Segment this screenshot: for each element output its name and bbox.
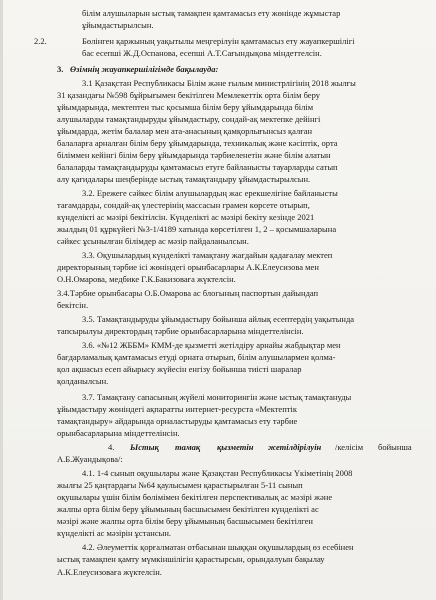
item-number: 2.2. [34,36,47,46]
section-number: 3. [57,64,64,74]
text-line: ұйымдастыру жөніндегі ақпаратты интернет-ресурста «Мектептік [57,404,297,414]
text-line: 31 қазандағы №598 бұйрығымен бекітілген Мемлекеттік орта білім беру [57,90,320,100]
text-line: мәзірі және жалпы орта білім беру ұйымының басшысымен бекітілген [57,516,313,526]
text-line: қолданылсын. [57,376,109,386]
text-line: балаларға арналған білім беру ұйымдарында, техникалық және кәсіптік, орта [57,138,338,148]
text-line: тағамдарды, сондай-ақ үлестерінің массасын грамен көрсете отырып, [57,200,310,210]
text-line: балаларды тамақтандыруды қамтамасыз етуге байланысты тауарларды сатып [57,162,338,172]
text-line: О.Н.Омарова, медбике Г.К.Бакизоваға жүктелсін. [57,274,236,284]
text-line: /келісім [335,442,364,452]
text-line: жалпы орта білім беру ұйымының басшысымен бекітілген күнделікті ас [57,504,319,514]
text-line: ыстық тамақпен қамту мүмкіншілігін қарастырсын, орындалуын бақылау [57,554,325,564]
scan-edge [0,0,3,600]
section-heading-word: Ыстық [130,442,159,452]
text-line: күнделікті ас мәзірі бекітілсін. Күнделікті ас мәзірі бекіту кезінде 2021 [57,212,315,222]
text-line: қол ақшасыз есеп айырысу жүйесін енгізу бойынша тиісті шаралар [57,364,302,374]
text-line: жылдың 01 құркүйегі №3-1/4189 хатында көрсетілген 1, 2 – қосымшаларына [57,224,337,234]
text-line: 3.4.Тәрбие орынбасары О.Б.Омарова ас блогының паспортын дайындап [57,288,319,298]
section-number: 4. [108,442,115,452]
text-line: 4.1. 1-4 сынып оқушылары және Қазақстан Республикасы Үкіметінің 2008 [82,468,353,478]
text-line: А.К.Елеусизоваға жүктелсін. [57,567,162,577]
text-line: орынбасарларына міндеттелінсін. [57,428,180,438]
text-line: бойынша [378,442,412,452]
text-line: бағдарламалық қамтамасыз етуді орната отырып, білім алушылармен қолма- [57,352,336,362]
text-line: алу қағидалары шеңберінде ыстық тамақтандыру ұйымдастырылсын. [57,174,311,184]
text-line: 3.6. «№12 ЖББМ» КММ-де қызметті жетілдіру арнайы жабдықтар мен [82,340,341,350]
text-line: алушыларды тамақтандыруды ұйымдастыру, сондай-ақ мектепке дейінгі [57,114,321,124]
text-line: сәйкес ұсынылған білімдер ас мәзір пайдаланылсын. [57,236,249,246]
text-line: тапсырылуы директордың тәрбие орынбасарларына міндеттелінсін. [57,326,304,336]
text-line: бас есепші Ж.Д.Оспанова, есепші А.Т.Сағындықова міндеттелсін. [82,48,322,58]
text-line: 3.5. Тамақтандыруды ұйымдастыру бойынша айлық есептердің уақытында [82,314,355,324]
section-heading-word: қызметін [217,442,254,452]
text-line: оқушылары үшін білім бөлімімен бекітілген перспективалық ас мәзірі және [57,492,333,502]
section-heading-word: жетілдірілуін [268,442,322,452]
text-line: білім алушыларын ыстық тамақпен қамтамасыз ету жөнінде жұмыстар [82,8,341,18]
text-line: 3.1 Қазақстан Республикасы Білім және ғылым министрлігінің 2018 жылғы [82,78,356,88]
text-line: тамақтандыру» айдарында орналастыруды қамтамасыз ету тәрбие [57,416,298,426]
text-line: директорының тәрбие ісі жөніндегі орынбасарлары А.К.Елеусизова мен [57,262,319,272]
text-line: 4.2. Әлеуметтік қорғалматан отбасынан шыққан оқушылардың өз есебінен [82,542,354,552]
text-line: біліммен кейінгі білім беру ұйымдарында тәрбиеленетін және білім алатын [57,150,331,160]
section-heading: Өзімнің жауапкершілігімде бақылауда: [70,64,219,74]
text-line: жылғы 25 қаңтардағы №64 қаулысымен қарастырылған 5-11 сынып [57,480,303,490]
text-line: 3.2. Ережеге сәйкес білім алушылардың жас ерекшелігіне байланысты [82,188,338,198]
text-line: бекітсін. [57,300,89,310]
text-line: 3.3. Оқушылардың күнделікті тамақтану жағдайын қадағалау мектеп [82,250,333,260]
text-line: ұйымдарда, жетім балалар мен ата-анасының қамқорлығынсыз қалған [57,126,313,136]
text-line: Бөлінген қаржының уақытылы меңгерілуін қамтамасыз ету жауапкершілігі [82,36,355,46]
text-line: А.Б.Жуандықова/: [57,454,123,464]
text-line: 3.7. Тамақтану сапасының жүйелі мониторингін және ыстық тамақтануды [82,392,352,402]
text-line: күнделікті ас мәзірін ұстансын. [57,528,171,538]
section-heading-word: тамақ [175,442,201,452]
text-line: ұйымдастырылсын. [82,20,154,30]
text-line: ұйымдарында, мектептен тыс қосымша білім беру ұйымдарында білім [57,102,314,112]
